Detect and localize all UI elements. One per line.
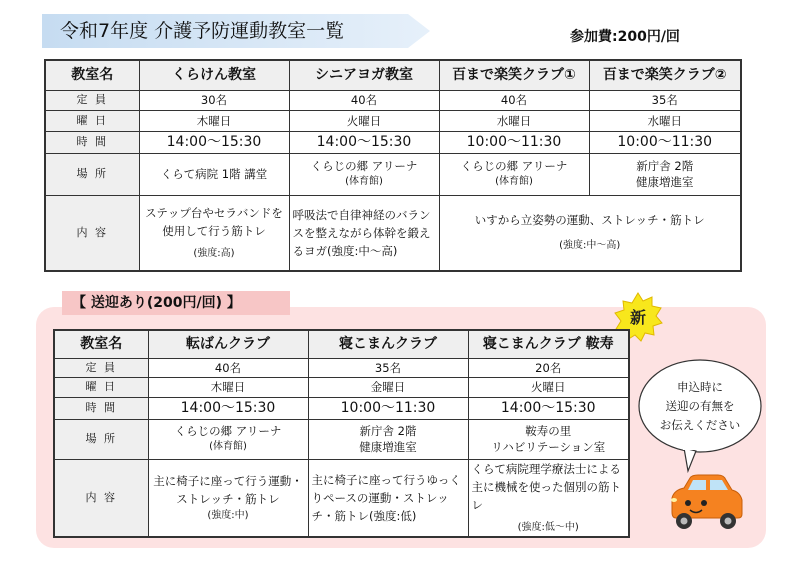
intensity-text: (強度:中〜高) xyxy=(559,239,621,251)
intensity-text: (強度:高) xyxy=(193,247,235,259)
new-badge-text: 新 xyxy=(629,308,647,327)
time-cell: 10:00〜11:30 xyxy=(439,131,589,153)
capacity-cell: 40名 xyxy=(289,90,439,110)
bubble-line: 申込時に xyxy=(677,380,723,394)
day-cell: 火曜日 xyxy=(468,377,629,397)
place-line: 鞍寿の里 xyxy=(525,424,572,438)
row-label-capacity: 定 員 xyxy=(45,90,139,110)
content-text: くらて病院理学療法士による主に機械を使った個別の筋トレ xyxy=(471,461,621,512)
place-line: 新庁舎 2階 xyxy=(636,159,694,173)
place-line: くらて病院 1階 講堂 xyxy=(160,167,268,181)
car-icon xyxy=(660,472,746,532)
table-row xyxy=(45,131,741,153)
class-name: 百まで楽笑クラブ① xyxy=(439,60,589,90)
place-cell xyxy=(468,419,629,459)
place-line: (体育館) xyxy=(209,441,247,452)
day-cell: 火曜日 xyxy=(289,110,439,131)
capacity-cell: 40名 xyxy=(148,358,308,377)
class-name: 百まで楽笑クラブ② xyxy=(589,60,741,90)
place-line: 新庁舎 2階 xyxy=(359,424,417,438)
table-row xyxy=(54,419,629,459)
place-line: (体育館) xyxy=(345,176,383,187)
content-cell xyxy=(148,459,308,537)
content-cell xyxy=(139,195,289,271)
bubble-line: お伝えください xyxy=(659,418,741,432)
table-header-row xyxy=(45,60,741,90)
capacity-cell: 35名 xyxy=(589,90,741,110)
day-cell: 水曜日 xyxy=(589,110,741,131)
place-line: 健康増進室 xyxy=(359,440,417,454)
row-label-content: 内 容 xyxy=(54,459,148,537)
day-cell: 木曜日 xyxy=(139,110,289,131)
table-row xyxy=(45,110,741,131)
class-name: 寝こまんクラブ 鞍寿 xyxy=(468,330,629,358)
content-text: いすから立姿勢の運動、ストレッチ・筋トレ xyxy=(474,212,705,227)
car-illustration xyxy=(660,472,746,536)
place-line: くらじの郷 アリーナ xyxy=(310,159,418,173)
time-cell: 14:00〜15:30 xyxy=(468,397,629,419)
place-line: リハビリテーション室 xyxy=(491,440,606,454)
place-cell xyxy=(589,153,741,195)
content-text: 主に椅子に座って行うゆっくりペースの運動・ストレッチ・筋トレ(強度:低) xyxy=(311,472,461,523)
row-label-day: 曜 日 xyxy=(54,377,148,397)
place-cell xyxy=(308,419,468,459)
fee-text: 参加費:200円/回 xyxy=(570,29,680,45)
table-row xyxy=(45,90,741,110)
row-label-day: 曜 日 xyxy=(45,110,139,131)
place-line: 健康増進室 xyxy=(636,175,694,189)
page-title: 令和7年度 介護予防運動教室一覧 xyxy=(60,20,345,42)
capacity-cell: 30名 xyxy=(139,90,289,110)
intensity-text: (強度:中) xyxy=(207,509,249,521)
header-label: 教室名 xyxy=(54,330,148,358)
content-cell xyxy=(308,459,468,537)
capacity-cell: 20名 xyxy=(468,358,629,377)
row-label-content: 内 容 xyxy=(45,195,139,271)
table-row xyxy=(54,358,629,377)
time-cell: 10:00〜11:30 xyxy=(589,131,741,153)
content-cell xyxy=(289,195,439,271)
place-line: (体育館) xyxy=(495,176,533,187)
place-cell xyxy=(139,153,289,195)
table-header-row xyxy=(54,330,629,358)
place-cell xyxy=(439,153,589,195)
table-row xyxy=(54,459,629,537)
class-name: 寝こまんクラブ xyxy=(308,330,468,358)
time-cell: 14:00〜15:30 xyxy=(148,397,308,419)
title-banner xyxy=(42,14,430,48)
day-cell: 木曜日 xyxy=(148,377,308,397)
capacity-cell: 40名 xyxy=(439,90,589,110)
day-cell: 水曜日 xyxy=(439,110,589,131)
row-label-time: 時 間 xyxy=(45,131,139,153)
time-cell: 14:00〜15:30 xyxy=(139,131,289,153)
bubble-line: 送迎の有無を xyxy=(665,399,735,413)
day-cell: 金曜日 xyxy=(308,377,468,397)
content-cell xyxy=(468,459,629,537)
class-name: シニアヨガ教室 xyxy=(289,60,439,90)
row-label-place: 場 所 xyxy=(54,419,148,459)
content-cell xyxy=(439,195,741,271)
content-text: ステップ台やセラバンドを使用して行う筋トレ xyxy=(145,205,283,238)
class-name: くらけん教室 xyxy=(139,60,289,90)
class-name: 転ばんクラブ xyxy=(148,330,308,358)
content-text: 呼吸法で自律神経のバランスを整えながら体幹を鍛えるヨガ(強度:中〜高) xyxy=(292,207,431,258)
time-cell: 14:00〜15:30 xyxy=(289,131,439,153)
pickup-section-label: 【 送迎あり(200円/回) 】 xyxy=(62,291,290,315)
table-row xyxy=(45,195,741,271)
class-table-main xyxy=(44,59,742,272)
table-row xyxy=(45,153,741,195)
capacity-cell: 35名 xyxy=(308,358,468,377)
content-text: 主に椅子に座って行う運動・ストレッチ・筋トレ xyxy=(153,473,303,506)
place-line: くらじの郷 アリーナ xyxy=(460,159,568,173)
table-row xyxy=(54,377,629,397)
place-line: くらじの郷 アリーナ xyxy=(174,424,282,438)
row-label-time: 時 間 xyxy=(54,397,148,419)
bubble-text xyxy=(644,378,756,435)
row-label-capacity: 定 員 xyxy=(54,358,148,377)
place-cell xyxy=(289,153,439,195)
header-label: 教室名 xyxy=(45,60,139,90)
place-cell xyxy=(148,419,308,459)
time-cell: 10:00〜11:30 xyxy=(308,397,468,419)
intensity-text: (強度:低〜中) xyxy=(517,521,579,533)
table-row xyxy=(54,397,629,419)
class-table-pickup xyxy=(53,329,630,538)
row-label-place: 場 所 xyxy=(45,153,139,195)
